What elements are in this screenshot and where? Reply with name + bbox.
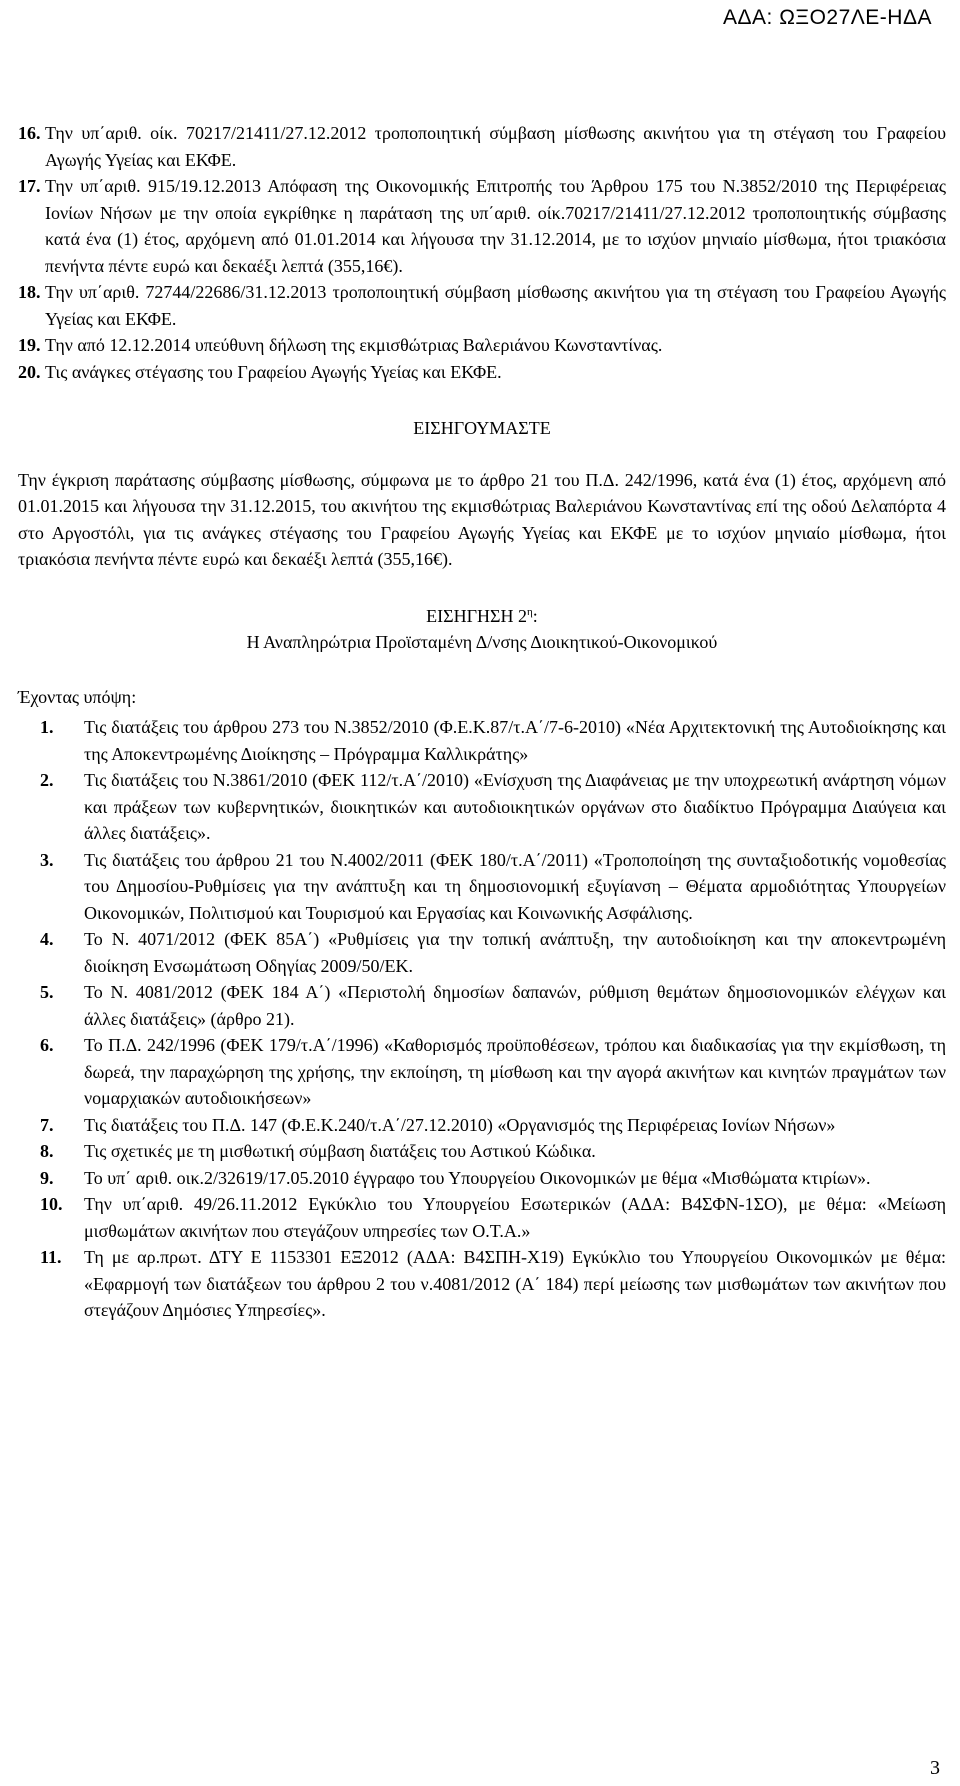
list-item-number: 11.	[40, 1247, 62, 1267]
list-item-text: Την υπ΄αριθ. 72744/22686/31.12.2013 τροποποιητική σύμβαση μίσθωσης ακινήτου για τη στέγαση του Γραφείου Αγωγής Υγείας και ΕΚΦΕ.	[45, 282, 946, 329]
signatory: Η Αναπληρώτρια Προϊσταμένη Δ/νσης Διοικητικού-Οικονομικού	[246, 632, 718, 652]
list-item-number: 1.	[40, 717, 54, 737]
second-proposal-label: ΕΙΣΗΓΗΣΗ 2	[426, 605, 528, 626]
list-item-text: Τις διατάξεις του άρθρου 21 του Ν.4002/2011 (ΦΕΚ 180/τ.Α΄/2011) «Τροποποίηση της συνταξιοδοτικής νομοθεσίας του Δημοσίου-Ρυθμίσεις για την ανάπτυξη και τη δημοσιονομική εξυγίανση – Θέματα αρμοδιότητας Υπουργείων Οικονομικών, Πολιτισμού και Τουρισμού και Εργασίας και Κοινωνικής Ασφάλισης.	[84, 849, 946, 923]
list-item	[18, 1191, 946, 1244]
list-item	[18, 926, 946, 979]
list-item-number: 9.	[40, 1167, 54, 1188]
document-body	[18, 120, 946, 1324]
list-item-number: 2.	[40, 770, 54, 790]
list-item	[18, 1032, 946, 1112]
list-item-text: Την υπ΄αριθ. οίκ. 70217/21411/27.12.2012 τροποποιητική σύμβαση μίσθωσης ακινήτου για τη στέγαση του Γραφείου Αγωγής Υγείας και ΕΚΦΕ.	[45, 123, 946, 170]
list-item-text: Την υπ΄αριθ. 915/19.12.2013 Απόφαση της Οικονομικής Επιτροπής του Άρθρου 175 του Ν.3852/2010 της Περιφέρειας Ιονίων Νήσων με την οποία εγκρίθηκε η παράταση της υπ΄αριθ. οίκ.70217/21411/27.12.2012 τροποποιητικής σύμβασης κατά ένα (1) έτος, αρχόμενη από 01.01.2014 και λήγουσα την 31.12.2014, με το ισχύον μηνιαίο μίσθωμα, ήτοι τριακόσια πενήντα πέντε ευρώ και δεκαέξι λεπτά (355,16€).	[45, 176, 946, 276]
list-item	[18, 332, 946, 359]
list-item-number: 7.	[40, 1114, 54, 1135]
list-item-number: 10.	[40, 1194, 63, 1214]
second-proposal-title	[18, 603, 946, 630]
recommend-text: Την έγκριση παράτασης σύμβασης μίσθωσης, σύμφωνα με το άρθρο 21 του Π.Δ. 242/1996, κατά ένα (1) έτος, αρχόμενη από 01.01.2015 και λήγουσα την 31.12.2015, του ακινήτου της εκμισθώτριας Βαλεριάνου Κωνσταντίνας επί της οδού Δελαπόρτα 4 στο Αργοστόλι, για τις ανάγκες στέγασης του Γραφείου Αγωγής Υγείας και ΕΚΦΕ με το ισχύον μηνιαίο μίσθωμα, ήτοι τριακόσια πενήντα πέντε ευρώ και δεκαέξι λεπτά (355,16€).	[18, 469, 946, 569]
document-code: ΑΔΑ: ΩΞΟ27ΛΕ-ΗΔΑ	[723, 6, 932, 29]
list-item-number: 6.	[40, 1035, 54, 1055]
page-number: 3	[930, 1757, 940, 1779]
considering-label: Έχοντας υπόψη:	[18, 686, 137, 707]
list-item-number: 8.	[40, 1141, 54, 1161]
list-item-number: 16.	[18, 123, 41, 143]
list-item-number: 5.	[40, 982, 54, 1002]
list-item	[18, 1165, 946, 1192]
considering-list	[18, 714, 946, 1324]
second-proposal-suffix: :	[532, 605, 538, 626]
list-item-text: Τις διατάξεις του άρθρου 273 του Ν.3852/2010 (Φ.Ε.Κ.87/τ.Α΄/7-6-2010) «Νέα Αρχιτεκτονική της Αυτοδιοίκησης και της Αποκεντρωμένης Διοίκησης – Πρόγραμμα Καλλικράτης»	[84, 717, 946, 764]
list-item	[18, 1244, 946, 1324]
list-item	[18, 279, 946, 332]
list-item	[18, 359, 946, 386]
list-item-text: Το υπ΄ αριθ. οικ.2/32619/17.05.2010 έγγραφο του Υπουργείου Οικονομικών με θέμα «Μισθώματα κτιρίων».	[84, 1167, 871, 1188]
list-item-text: Τις ανάγκες στέγασης του Γραφείου Αγωγής Υγείας και ΕΚΦΕ.	[45, 361, 502, 382]
list-item-number: 3.	[40, 849, 54, 870]
list-item-text: Το Ν. 4081/2012 (ΦΕΚ 184 Α΄) «Περιστολή δημοσίων δαπανών, ρύθμιση θεμάτων δημοσιονομικών ελέγχων και άλλες διατάξεις» (άρθρο 21).	[84, 982, 946, 1029]
list-item-text: Την από 12.12.2014 υπεύθυνη δήλωση της εκμισθώτριας Βαλεριάνου Κωνσταντίνας.	[45, 335, 663, 355]
recommend-heading: ΕΙΣΗΓΟΥΜΑΣΤΕ	[413, 418, 551, 438]
list-item-number: 20.	[18, 361, 41, 382]
list-item	[18, 847, 946, 927]
list-item-text: Τις διατάξεις του Ν.3861/2010 (ΦΕΚ 112/τ.Α΄/2010) «Ενίσχυση της Διαφάνειας με την υποχρεωτική ανάρτηση νόμων και πράξεων των κυβερνητικών, διοικητικών και αυτοδιοικητικών οργάνων στο διαδίκτυο Πρόγραμμα Διαύγεια και άλλες διατάξεις».	[84, 770, 946, 843]
list-item	[18, 1112, 946, 1139]
list-item	[18, 173, 946, 279]
list-item-text: Τις σχετικές με τη μισθωτική σύμβαση διατάξεις του Αστικού Κώδικα.	[84, 1141, 596, 1161]
list-item	[18, 1138, 946, 1165]
second-proposal-sup: η	[527, 605, 533, 618]
list-item-text: Τις διατάξεις του Π.Δ. 147 (Φ.Ε.Κ.240/τ.Α΄/27.12.2010) «Οργανισμός της Περιφέρειας Ιονίων Νήσων»	[84, 1114, 836, 1135]
list-item-number: 4.	[40, 929, 54, 949]
list-item-text: Την υπ΄αριθ. 49/26.11.2012 Εγκύκλιο του Υπουργείου Εσωτερικών (ΑΔΑ: Β4ΣΦΝ-1ΣΟ), με θέμα: «Μείωση μισθωμάτων ακινήτων που στεγάζουν υπηρεσίες των Ο.Τ.Α.»	[84, 1194, 946, 1241]
list-item	[18, 120, 946, 173]
list-item-number: 18.	[18, 282, 41, 302]
list-item-text: Το Ν. 4071/2012 (ΦΕΚ 85Α΄) «Ρυθμίσεις για την τοπική ανάπτυξη, την αυτοδιοίκηση και την αποκεντρωμένη διοίκηση Ενσωμάτωση Οδηγίας 2009/50/ΕΚ.	[84, 929, 946, 976]
list-item-text: Το Π.Δ. 242/1996 (ΦΕΚ 179/τ.Α΄/1996) «Καθορισμός προϋποθέσεων, τρόπου και διαδικασίας για την εκμίσθωση, τη δωρεά, την παραχώρηση της χρήσης, την εκποίηση, τη μίσθωση και την αγορά ακινήτων και κινητών πραγμάτων των νομαρχιακών αυτοδιοικήσεων»	[84, 1035, 946, 1108]
list-item	[18, 979, 946, 1032]
list-item-number: 19.	[18, 335, 41, 355]
list-item	[18, 714, 946, 767]
list-item-text: Τη με αρ.πρωτ. ΔΤΥ Ε 1153301 ΕΞ2012 (ΑΔΑ: Β4ΣΠΗ-Χ19) Εγκύκλιο του Υπουργείου Οικονομικών με θέμα: «Εφαρμογή των διατάξεων του άρθρου 2 του ν.4081/2012 (Α΄ 184) περί μείωσης των μισθωμάτων των ακινήτων που στεγάζουν Δημόσιες Υπηρεσίες».	[84, 1247, 946, 1320]
list-item	[18, 767, 946, 847]
prior-items-list	[18, 120, 946, 385]
list-item-number: 17.	[18, 176, 41, 196]
